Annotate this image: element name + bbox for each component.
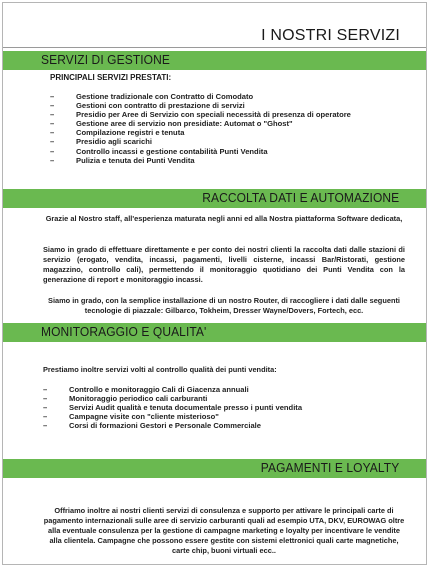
list-item: – Gestioni con contratto di prestazione di servizi [50,101,245,111]
list-item: – Compilazione registri e tenuta [50,128,185,138]
raccolta-paragraph-1: Grazie al Nostro staff, all'esperienza maturata negli anni ed alla Nostra piattaforma Software dedicata, [45,214,403,223]
title-divider [3,47,426,48]
section-header-pagamenti [3,459,426,478]
section-subtitle-gestione: PRINCIPALI SERVIZI PRESTATI: [50,73,172,82]
list-item: – Monitoraggio periodico cali carburanti [43,394,208,404]
section-header-gestione [3,51,426,70]
raccolta-paragraph-3: Siamo in grado, con la semplice installazione di un nostro Router, di raccogliere i dati dalle seguenti tecnologie di piazzale: Gilbarco, Tokheim, Dresser Wayne/Dovers, Fortech, ecc. [48,296,400,315]
list-item: – Pulizia e tenuta dei Punti Vendita [50,155,195,165]
list-item: – Controllo incassi e gestione contabilità Punti Vendita [50,146,268,156]
page-title: I NOSTRI SERVIZI [261,27,400,44]
section-title-raccolta: RACCOLTA DATI E AUTOMAZIONE [201,191,399,205]
section-title-gestione: SERVIZI DI GESTIONE [41,53,170,67]
section-header-monitoraggio [3,323,426,342]
list-item: – Gestione tradizionale con Contratto di Comodato [50,92,254,101]
list-item: – Gestione aree di servizio non presidiate: Automat o "Ghost" [50,119,293,129]
gestione-services-list [50,92,351,165]
list-item: – Corsi di formazioni Gestori e Personale Commerciale [43,421,262,431]
monitoraggio-intro: Prestiamo inoltre servizi volti al controllo qualità dei punti vendita: [43,365,277,374]
list-item: – Presidio per Aree di Servizio con speciali necessità di presenza di operatore [50,110,351,120]
monitoraggio-services-list [43,385,302,430]
pagamenti-paragraph: Offriamo inoltre ai nostri clienti servizi di consulenza e supporto per attivare le principali carte di pagamento internazionali sulle aree di servizio carburanti quali ad esempio UTA, DKV, EUROWAG oltre alla eventuale consulenza per la gestione di campagne marketing e loyalty per incentivare le vendite alla clientela. Campagne che possono essere gestite con sistemi elettronici quali carte magnetiche, carte chip, buoni virtuali ecc.. [43,506,405,555]
list-item: – Servizi Audit qualità e tenuta documentale presso i punti vendita [43,403,303,413]
list-item: – Controllo e monitoraggio Cali di Giacenza annuali [43,385,249,394]
section-title-monitoraggio: MONITORAGGIO E QUALITA' [41,325,207,339]
raccolta-paragraph-2: Siamo in grado di effettuare direttamente e per conto dei nostri clienti la raccolta dati dalle stazioni di servizio (erogato, vendita, incassi, pagamenti, livelli cisterne, incassi Bar/Ristorati, gestione magazzino, controllo cali), permettendo il monitoraggio quotidiano dei Punti Vendita con la generazione di report e monitoraggio incassi. [43,245,405,284]
list-item: – Presidio agli scarichi [50,137,152,147]
list-item: – Campagne visite con "cliente misterioso" [43,412,219,422]
section-header-raccolta [3,189,426,208]
section-title-pagamenti: PAGAMENTI E LOYALTY [260,461,399,475]
document-page [2,2,427,565]
